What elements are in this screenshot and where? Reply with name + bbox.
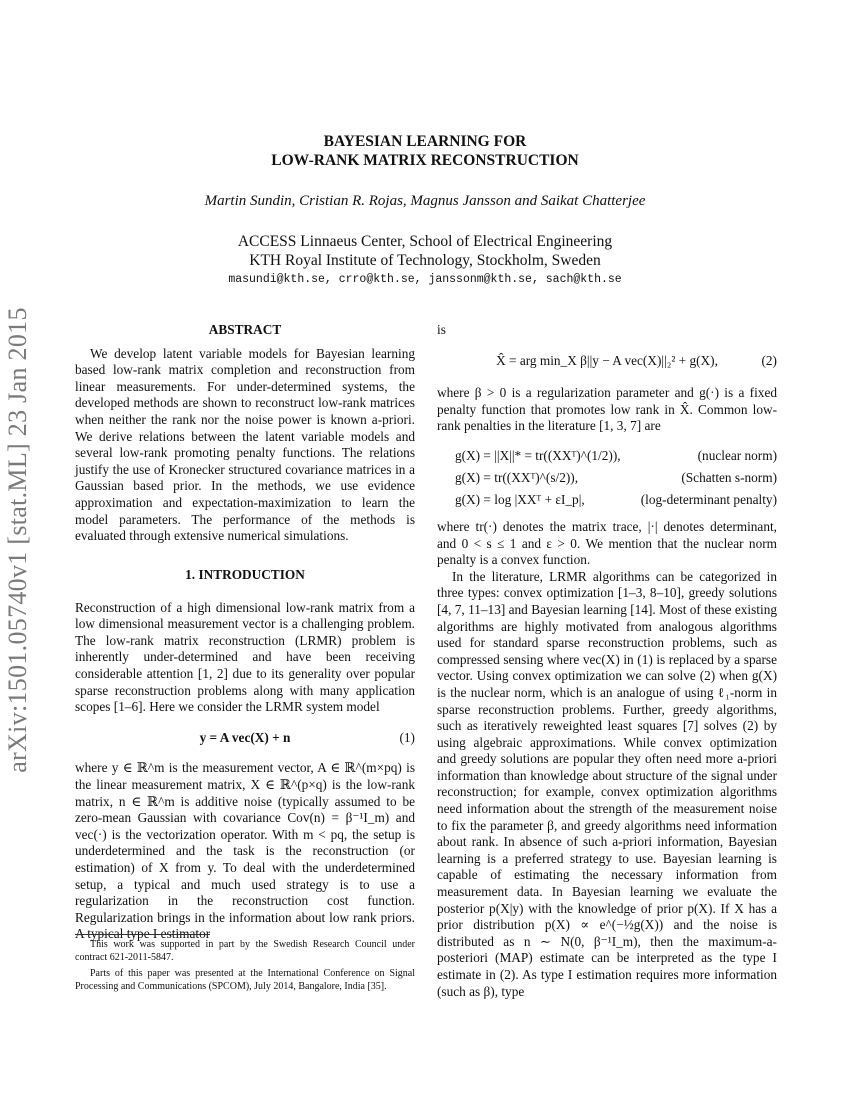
emails: masundi@kth.se, crro@kth.se, janssonm@kth.se, sach@kth.se [228, 273, 622, 286]
intro-paragraph-1: Reconstruction of a high dimensional low-rank matrix from a low dimensional measurement vector is a challenging problem. The low-rank matrix reconstruction (LRMR) problem is inherently under-determined and have been receiving considerable attention [1, 2] due to its generality over popular sparse reconstruction problems along with many application scopes [1–6]. Here we consider the LRMR system model [75, 599, 415, 715]
footnote-rule [75, 934, 210, 935]
footnotes [75, 939, 415, 993]
abstract-heading: ABSTRACT [208, 322, 282, 337]
is-word: is [437, 322, 446, 337]
introduction-heading: 1. INTRODUCTION [185, 567, 305, 582]
paper-title: BAYESIAN LEARNING FOR LOW-RANK MATRIX RECONSTRUCTION [271, 133, 579, 169]
authors: Martin Sundin, Cristian R. Rojas, Magnus Jansson and Saikat Chatterjee [204, 193, 646, 209]
right-paragraph-3: In the literature, LRMR algorithms can be categorized in three types: convex optimization [1–3, 8–10], greedy solutions [4, 7, 11–13] and Bayesian learning [14]. Most of these existing algorithms are highly motivated from analogous algorithms used for standard sparse reconstruction problems, such as compressed sensing where vec(X) in (1) is replaced by a sparse vector. Using convex optimization we can solve (2) when g(X) is the nuclear norm, which is an analogue of using ℓ₁-norm in sparse reconstruction problems. Further, greedy algorithms, such as iteratively reweighted least squares [7] solves (2) by using algebraic approximations. While convex optimization and greedy solutions are popular they often need more a-priori information than knowledge about structure of the signal under reconstruction; for example, convex optimization algorithms need information about the strength of the measurement noise to fix the parameter β, and greedy algorithms need information about rank. In absence of such a-priori information, Bayesian learning is a preferred strategy to use. Bayesian learning is capable of estimating the necessary information from measurement data. In Bayesian learning we evaluate the posterior p(X|y) with the knowledge of prior p(X). If X has a prior distribution p(X) ∝ e^(−½g(X)) and the noise is distributed as n ∼ N(0, β⁻¹I_m), then the maximum-a-posteriori (MAP) estimate can be interpreted as the type I estimate in (2). As type I estimation requires more information (such as β), type [437, 568, 777, 999]
footnote-2: Parts of this paper was presented at the International Conference on Signal Processing and Communications (SPCOM), July 2014, Bangalore, India [35]. [75, 968, 415, 992]
equation-1: y = A vec(X) + n (1) [199, 729, 415, 745]
right-paragraph-2: where tr(·) denotes the matrix trace, |·| denotes determinant, and 0 < s ≤ 1 and ε > 0. We mention that the nuclear norm penalty is a convex function. [437, 518, 777, 568]
affiliation: ACCESS Linnaeus Center, School of Electrical Engineering KTH Royal Institute of Technology, Stockholm, Sweden [237, 233, 613, 269]
introduction-section [75, 567, 415, 943]
arxiv-stamp: arXiv:1501.05740v1 [stat.ML] 23 Jan 2015 [3, 307, 32, 773]
penalty-equations [455, 445, 777, 511]
penalty-logdet: g(X) = log |XXᵀ + εI_p|, (log-determinant penalty) [455, 491, 777, 507]
intro-paragraph-2: where y ∈ ℝ^m is the measurement vector, A ∈ ℝ^(m×pq) is the linear measurement matrix, X ∈ ℝ^(p×q) is the low-rank matrix, n ∈ ℝ^m is additive noise (typically assumed to be zero-mean Gaussian with covariance Cov(n) = β⁻¹I_m) and vec(·) is the vectorization operator. With m < pq, the setup is underdetermined and the task is the reconstruction (or estimation) of X from y. To deal with the underdetermined setup, a typical and much used strategy is to use a regularization in the reconstruction cost function. Regularization brings in the information about low rank priors. A typical type I estimator [75, 760, 415, 942]
footnote-1: This work was supported in part by the Swedish Research Council under contract 621-2011-5847. [75, 939, 415, 963]
abstract-section [75, 322, 415, 545]
equation-2: X̂ = arg min_X β||y − A vec(X)||₂² + g(X), (2) [496, 352, 777, 368]
right-paragraph-1: where β > 0 is a regularization parameter and g(·) is a fixed penalty function that promotes low rank in X̂. Common low-rank penalties in the literature [1, 3, 7] are [437, 385, 777, 434]
abstract-text: We develop latent variable models for Bayesian learning based low-rank matrix completion and reconstruction from linear measurements. For under-determined systems, the developed methods are shown to reconstruct low-rank matrices when neither the rank nor the noise power is known a-priori. We derive relations between the latent variable models and several low-rank promoting penalty functions. The relations justify the use of Kronecker structured covariance matrices in a Gaussian based prior. In the methods, we use evidence approximation and expectation-maximization to learn the model parameters. The performance of the methods is evaluated through extensive numerical simulations. [75, 345, 415, 544]
penalty-schatten: g(X) = tr((XXᵀ)^(s/2)), (Schatten s-norm) [455, 469, 777, 485]
right-column [437, 322, 777, 1000]
penalty-nuclear: g(X) = ||X||* = tr((XXᵀ)^(1/2)), (nuclear norm) [455, 447, 777, 463]
